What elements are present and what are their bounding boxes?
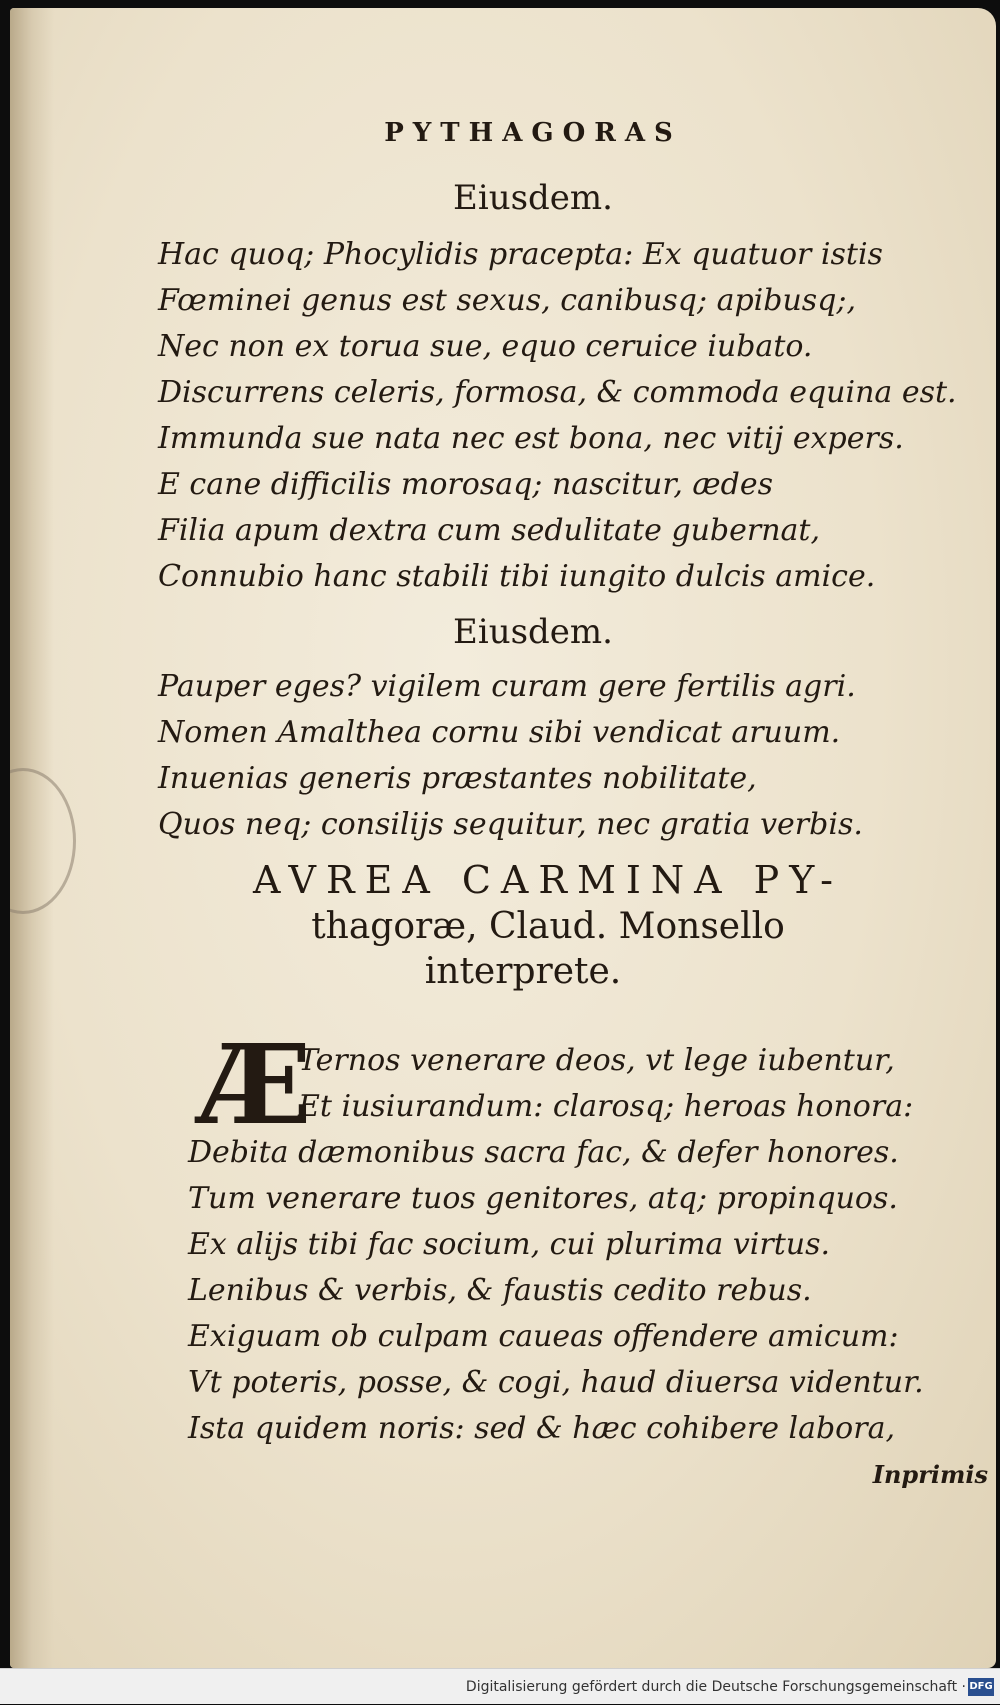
verse-line: E cane difficilis morosaq; nascitur, ædes [158,467,773,502]
verse-line: Exiguam ob culpam caueas offendere amicum: [188,1319,899,1354]
verse-line: Debita dæmonibus sacra fac, & defer honores. [188,1135,899,1170]
section1-verse [158,232,958,600]
verse-line: Connubio hanc stabili tibi iungito dulcis amice. [158,559,876,594]
running-head: PYTHAGORAS [384,118,682,148]
poem-title [10,858,996,992]
verse-line: Vt poteris, posse, & cogi, haud diuersa videntur. [188,1365,924,1400]
verse-line: Nomen Amalthea cornu sibi vendicat aruum. [158,715,841,750]
dfg-logo: DFG [968,1678,994,1696]
verse-line: Ex alijs tibi fac socium, cui plurima virtus. [188,1227,831,1262]
verse-line: Immunda sue nata nec est bona, nec vitij expers. [158,421,904,456]
section2-heading: Eiusdem. [453,612,613,652]
verse-line: Filia apum dextra cum sedulitate gubernat, [158,513,820,548]
verse-line: Lenibus & verbis, & faustis cedito rebus. [188,1273,812,1308]
drop-capital: Æ [198,1020,312,1149]
book-page [10,8,996,1668]
verse-line: Tum venerare tuos genitores, atq; propinquos. [188,1181,898,1216]
poem-verse-indented [298,1038,938,1130]
verse-line: Quos neq; consilijs sequitur, nec gratia verbis. [158,807,863,842]
page-text [10,8,996,1668]
catchword: Inprimis [872,1460,988,1489]
verse-line: Pauper eges? vigilem curam gere fertilis agri. [158,669,856,704]
footer-bar [0,1668,1000,1704]
title-line: thagoræ, Claud. Monsello [311,906,785,947]
verse-line: Ista quidem noris: sed & hæc cohibere labora, [188,1411,896,1446]
title-line: AVREA CARMINA PY- [252,858,843,902]
section1-heading: Eiusdem. [453,178,613,218]
title-line: interprete. [424,951,622,992]
verse-line: Hac quoq; Phocylidis pracepta: Ex quatuor istis [158,237,883,272]
funding-notice: Digitalisierung gefördert durch die Deutsche Forschungsgemeinschaft · [465,1679,966,1695]
verse-line: Discurrens celeris, formosa, & commoda equina est. [158,375,957,410]
section2-verse [158,664,958,848]
verse-line: Inuenias generis præstantes nobilitate, [158,761,757,796]
verse-line: Nec non ex torua sue, equo ceruice iubato. [158,329,813,364]
verse-line: Ternos venerare deos, vt lege iubentur, [298,1043,895,1078]
verse-line: Et iusiurandum: clarosq; heroas honora: [298,1089,914,1124]
poem-verse [188,1130,968,1452]
verse-line: Fœminei genus est sexus, canibusq; apibusq;, [158,283,857,318]
